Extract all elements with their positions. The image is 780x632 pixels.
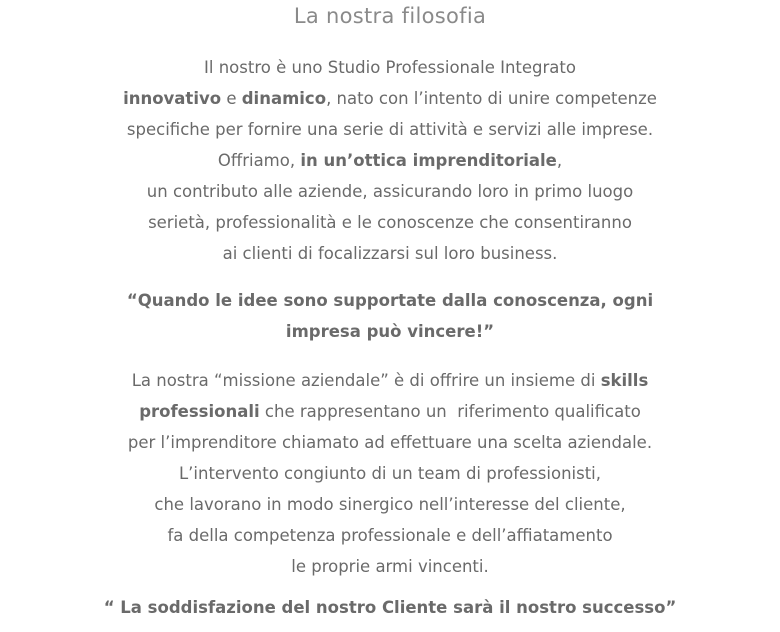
intro-line-7: ai clienti di focalizzarsi sul loro business. [222,244,558,263]
mission-line-7: le proprie armi vincenti. [291,557,489,576]
mission-text: La nostra “missione aziendale” è di offrire un insieme di [131,371,601,390]
intro-bold-ottica: in un’ottica imprenditoriale [300,151,557,170]
intro-line-5: un contributo alle aziende, assicurando loro in primo luogo [146,182,634,201]
mission-line-1 [40,365,740,396]
intro-text: e [221,89,242,108]
closing-quote: “ La soddisfazione del nostro Cliente sarà il nostro successo” [103,598,677,617]
intro-line-4 [40,145,740,176]
intro-text: , [556,151,563,170]
mission-text: che rappresentano un riferimento qualificato [259,402,641,421]
mission-paragraph [40,365,740,582]
intro-line-3: specifiche per fornire una serie di attività e servizi alle imprese. [126,120,654,139]
mission-bold-professionali: professionali [139,402,260,421]
intro-line-6: serietà, professionalità e le conoscenze che consentiranno [148,213,632,232]
intro-bold-dinamico: dinamico [241,89,327,108]
motto-quote-line-2: impresa può vincere!” [285,322,495,341]
intro-text: Offriamo, [217,151,301,170]
intro-line-1: Il nostro è uno Studio Professionale Integrato [204,58,576,77]
mission-line-6: fa della competenza professionale e dell’affiatamento [167,526,613,545]
intro-paragraph [40,52,740,269]
intro-text: , nato con l’intento di unire competenze [326,89,657,108]
mission-line-2 [40,396,740,427]
motto-quote [40,285,740,347]
section-heading: La nostra filosofia [293,4,487,28]
motto-quote-line-1: “Quando le idee sono supportate dalla conoscenza, ogni [126,291,654,310]
mission-line-3: per l’imprenditore chiamato ad effettuare una scelta aziendale. [127,433,653,452]
intro-line-2 [40,83,740,114]
mission-line-5: che lavorano in modo sinergico nell’interesse del cliente, [154,495,626,514]
mission-bold-skills: skills [600,371,649,390]
intro-bold-innovativo: innovativo [123,89,222,108]
mission-line-4: L’intervento congiunto di un team di professionisti, [178,464,602,483]
